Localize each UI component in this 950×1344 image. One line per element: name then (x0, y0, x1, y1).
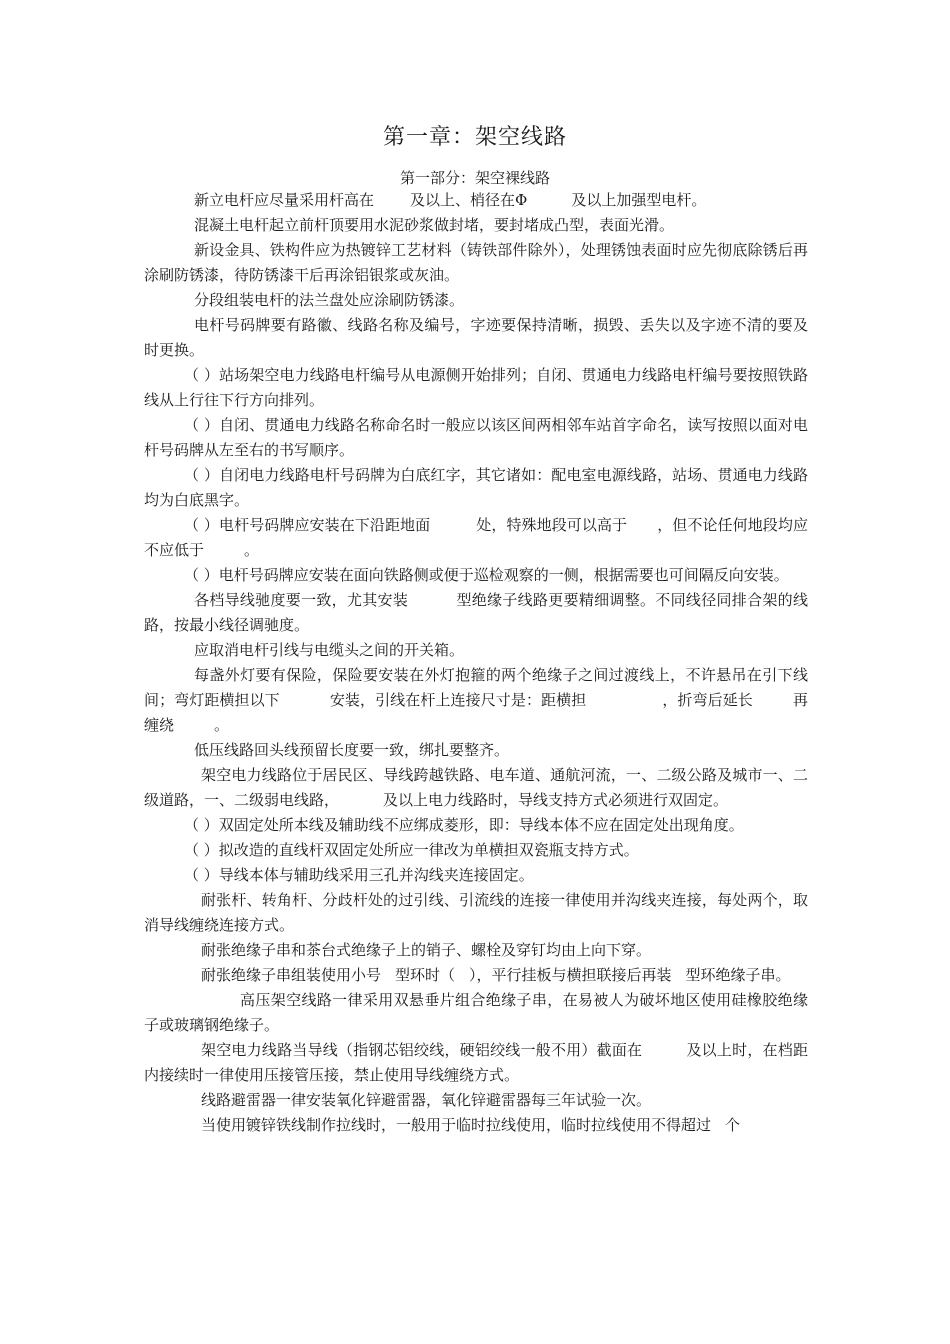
text-run: 各档导线驰度要一致，尤其安装 (194, 591, 409, 609)
paragraph: 低压线路回头线预留长度要一致，绑扎要整齐。 (194, 741, 510, 759)
paragraph (144, 588, 808, 638)
text-run: 个 (725, 1116, 741, 1134)
paragraph: （ ）自闭电力线路电杆号码牌为白底红字，其它诸如：配电室电源线路，站场、贯通电力线路均为白底黑字。 (144, 466, 808, 509)
paragraph (144, 763, 808, 813)
paragraph: 线路避雷器一律安装氧化锌避雷器，氧化锌避雷器每三年试验一次。 (201, 1091, 652, 1109)
paragraph: 新设金具、铁构件应为热镀锌工艺材料（铸铁部件除外），处理锈蚀表面时应先彻底除锈后再涂刷防锈漆，待防锈漆干后再涂铝银浆或灰油。 (144, 241, 808, 284)
text-run: 耐张绝缘子串组装使用小号 (201, 966, 382, 984)
text-run: 型环绝缘子串。 (685, 966, 791, 984)
section-subtitle: 第一部分：架空裸线路 (399, 169, 550, 187)
text-run: ，折弯后延长 (662, 691, 753, 709)
text-run: 处，特殊地段可以高于 (476, 516, 628, 534)
text-run: ），平行挂板与横担联接后再装 (469, 966, 672, 984)
paragraph: 耐张绝缘子串和茶台式绝缘子上的销子、螺栓及穿钉均由上向下穿。 (201, 941, 652, 959)
paragraph (144, 188, 808, 213)
text-run: 新立电杆应尽量采用杆高在 (194, 191, 375, 209)
text-run: ，但不论任何地段均应不应低于 (144, 516, 808, 559)
paragraph: 应取消电杆引线与电缆头之间的开关箱。 (194, 641, 465, 659)
paragraph (144, 1038, 808, 1088)
text-run: （ ）电杆号码牌应安装在下沿距地面 (184, 516, 431, 534)
paragraph: 混凝土电杆起立前杆顶要用水泥砂浆做封堵，要封堵成凸型，表面光滑。 (194, 216, 675, 234)
paragraph: （ ）自闭、贯通电力线路名称命名时一般应以该区间两相邻车站首字命名，读写按照以面对电杆号码牌从左至右的书写顺序。 (144, 416, 808, 459)
paragraph: （ ）拟改造的直线杆双固定处所应一律改为单横担双瓷瓶支持方式。 (184, 841, 639, 859)
text-run: 型绝缘子线路更要精细调整。不同线径同排合架的线路，按最小线径调驰度。 (144, 591, 808, 634)
paragraph: （ ）导线本体与辅助线采用三孔并沟线夹连接固定。 (184, 866, 534, 884)
text-run: 架空电力线路位于居民区、导线跨越铁路、电车道、通航河流，一、二级公路及城市一、二级道路，一、二级弱电线路， (144, 766, 808, 809)
paragraph (144, 963, 808, 988)
paragraph (144, 1113, 808, 1138)
chapter-title: 第一章：架空线路 (382, 125, 567, 150)
paragraph: 耐张杆、转角杆、分歧杆处的过引线、引流线的连接一律使用并沟线夹连接，每处两个，取消导线缠绕连接方式。 (144, 891, 808, 934)
text-run: 及以上时，在档距内接续时一律使用压接管压接，禁止使用导线缠绕方式。 (144, 1041, 808, 1084)
text-run: 及以上、梢径在Φ (410, 191, 528, 209)
text-run: 。 (244, 541, 260, 559)
text-run: 安装，引线在杆上连接尺寸是：距横担 (329, 691, 587, 709)
paragraph: （ ）电杆号码牌应安装在面向铁路侧或便于巡检观察的一侧，根据需要也可间隔反向安装。 (184, 566, 789, 584)
text-run: 及以上电力线路时，导线支持方式必须进行双固定。 (383, 791, 729, 809)
paragraph: 电杆号码牌要有路徽、线路名称及编号，字迹要保持清晰，损毁、丢失以及字迹不清的要及时更换。 (144, 316, 808, 359)
paragraph (144, 663, 808, 738)
text-run: 架空电力线路当导线（指钢芯铝绞线，硬铝绞线一般不用）截面在 (201, 1041, 643, 1059)
text-run: 每盏外灯要有保险，保险要安装在外灯抱箍的两个绝缘子之间过渡线上，不许悬吊在引下线间；弯灯距横担以下 (144, 666, 808, 709)
paragraph: 分段组装电杆的法兰盘处应涂刷防锈漆。 (194, 291, 465, 309)
text-run: 再缠绕 (144, 691, 808, 734)
paragraph (144, 513, 808, 563)
text-run: 型环时（ (395, 966, 456, 984)
document-body (144, 188, 808, 1138)
text-run: 。 (214, 716, 230, 734)
text-run: 当使用镀锌铁线制作拉线时，一般用于临时拉线使用，临时拉线使用不得超过 (201, 1116, 712, 1134)
paragraph: （ ）双固定处所本线及辅助线不应绑成菱形，即：导线本体不应在固定处出现角度。 (184, 816, 744, 834)
paragraph: 高压架空线路一律采用双悬垂片组合绝缘子串，在易被人为破坏地区使用硅橡胶绝缘子或玻璃钢绝缘子。 (144, 991, 808, 1034)
paragraph: （ ）站场架空电力线路电杆编号从电源侧开始排列；自闭、贯通电力线路电杆编号要按照铁路线从上行往下行方向排列。 (144, 366, 808, 409)
text-run: 及以上加强型电杆。 (571, 191, 707, 209)
